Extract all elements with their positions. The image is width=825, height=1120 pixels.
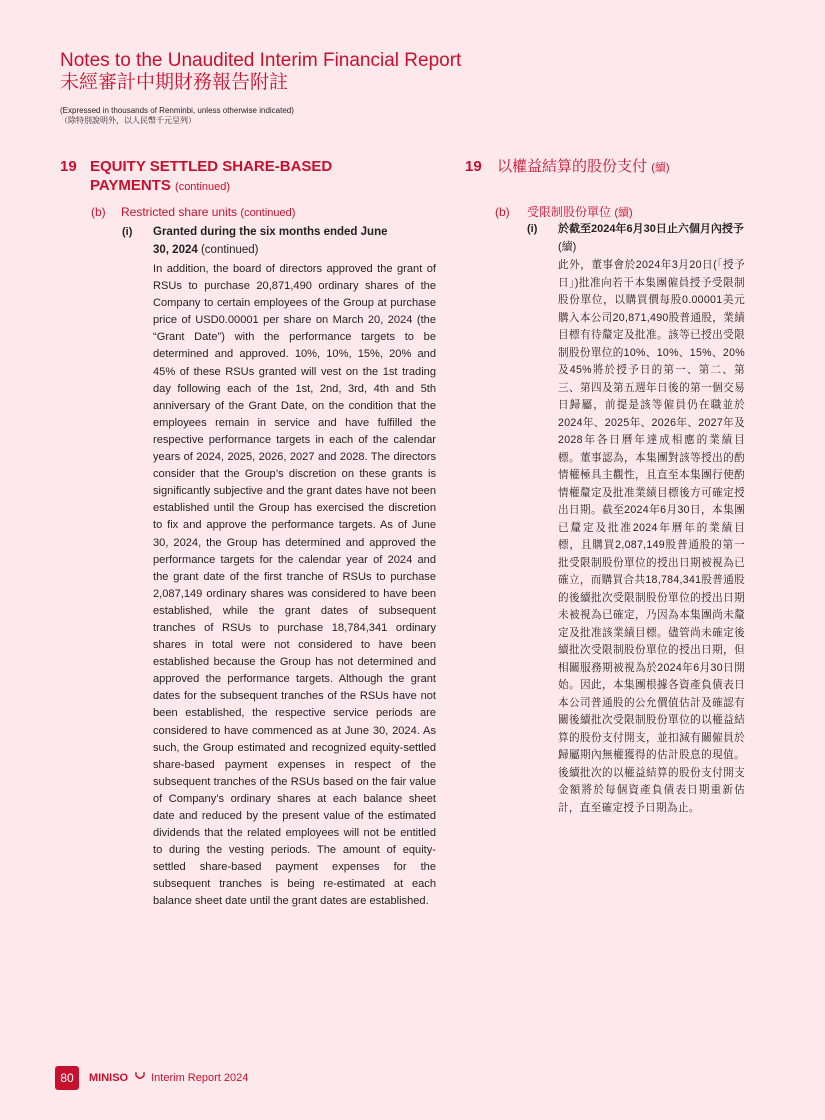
sub-label-zh: (b): [495, 205, 510, 219]
page-title-zh: 未經審計中期財務報告附註: [60, 72, 289, 93]
page-subtitle-zh: （除特別說明外，以人民幣千元呈列）: [60, 116, 196, 125]
section-continued-zh: (續): [651, 162, 670, 174]
section-title-en-line2: [90, 177, 230, 196]
sub-title-zh: [527, 205, 633, 221]
sub-continued-zh: (續): [614, 207, 633, 219]
page-subtitle-en: (Expressed in thousands of Renminbi, unless otherwise indicated): [60, 106, 294, 115]
sub-title-zh-text: 受限制股份單位: [527, 205, 612, 219]
section-title-en-line1: EQUITY SETTLED SHARE-BASED: [90, 158, 333, 175]
section-number-zh: 19: [465, 158, 482, 175]
item-title-en-line1-text: Granted during the six months ended June: [153, 226, 388, 238]
item-title-zh-text: 於截至2024年6月30日止六個月內授予: [558, 223, 744, 235]
page-footer: [55, 1066, 248, 1090]
sub-continued-en: (continued): [240, 207, 296, 219]
smile-icon: [134, 1069, 146, 1087]
item-label-en: (i): [122, 226, 133, 238]
sub-title-en: [121, 205, 295, 221]
section-title-zh: [497, 158, 670, 177]
item-title-en-line2: [153, 242, 259, 260]
section-number-en: 19: [60, 158, 77, 175]
section-title-en-text: PAYMENTS: [90, 177, 171, 194]
item-continued-en: (continued): [200, 244, 259, 256]
page-number: 80: [55, 1066, 79, 1090]
item-continued-zh: (續): [558, 240, 577, 253]
item-label-zh: (i): [527, 223, 538, 235]
item-title-en-line2-text: 30, 2024: [153, 244, 198, 256]
section-title-zh-text: 以權益結算的股份支付: [497, 158, 648, 175]
body-text-en: In addition, the board of directors approved the grant of RSUs to purchase 20,871,490 ordinary shares of the Company to certain employees of the Group at purchase price of USD0.00001 per share on March 20, 2024 (the “Grant Date”) with the performance targets to be determined and approved. 10%, 10%, 15%, 20% and 45% of these RSUs granted will vest on the 1st trading day following each of the 1st, 2nd, 3rd, 4th and 5th anniversary of the Grant Date, on the condition that the employees remain in service and have fulfilled the respective performance targets in each of the calendar years of 2024, 2025, 2026, 2027 and 2028. The directors consider that the Group’s discretion on these grants is significantly subjective and the grant dates have not been established until the Group has exercised the discretion to fix and approve the performance targets. As of June 30, 2024, the Group has determined and approved the performance targets for the calendar year of 2024 and the grant date of the first tranche of RSUs to purchase 2,087,149 ordinary shares was considered to have been established, while the grant dates of subsequent tranches of RSUs to purchase 18,784,341 ordinary shares in total were not considered to have been established because the Group has not determined and approved the performance targets. Although the grant dates for the subsequent tranches of the RSUs have not been established, the respective service periods are considered to have commenced as at June 30, 2024. As such, the Group estimated and recognized equity-settled share-based payment expenses in respect of the subsequent tranches of the RSUs based on the fair value of Company’s ordinary shares at each balance sheet date and reduced by the present value of the estimated dividends that the related employees will not be entitled to during the vesting periods. The amount of equity-settled share-based payment expenses for the subsequent tranches is being re-estimated at each balance sheet date until the grant dates are established.: [153, 263, 436, 908]
brand-name: MINISO: [89, 1072, 129, 1084]
sub-title-en-text: Restricted share units: [121, 205, 238, 219]
item-title-en-line1: [153, 224, 388, 242]
page-title-en: Notes to the Unaudited Interim Financial Report: [60, 50, 462, 71]
section-continued-en: (continued): [175, 181, 231, 193]
item-title-zh: [558, 221, 748, 256]
sub-label-en: (b): [91, 205, 106, 219]
body-text-zh: 此外，董事會於2024年3月20日(「授予日」)批准向若干本集團僱員授予受限制股份單位，以購買價每股0.00001美元購入本公司20,871,490股普通股，業績目標有待釐定及批准。該等已授出受限制股份單位的10%、10%、15%、20%及45%將於授予日的第一、第二、第三、第四及第五週年日後的第一個交易日歸屬，前提是該等僱員仍在職並於2024年、2025年、2026年、2027年及2028年各日曆年達成相應的業績目標。董事認為，本集團對該等授出的酌情權極具主觀性，且直至本集團行使酌情權釐定及批准業績目標後方可確定授出日期。截至2024年6月30日，本集團已釐定及批准2024年曆年的業績目標，且購買2,087,149股普通股的第一批受限制股份單位的授出日期被視為已確立，而購買合共18,784,341股普通股的後續批次受限制股份單位的授出日期未被視為已確定，乃因為本集團尚未釐定及批准該業績目標。儘管尚未確定後續批次受限制股份單位的授出日期，但相關服務期被視為於2024年6月30日開始。因此，本集團根據各資產負債表日本公司普通股的公允價值估計及確認有關後續批次受限制股份單位的以權益結算的股份支付開支，並扣減有關僱員於歸屬期內無權獲得的估計股息的現值。後續批次的以權益結算的股份支付開支金額將於每個資產負債表日期重新估計，直至確定授予日期為止。: [558, 259, 745, 814]
report-name: Interim Report 2024: [151, 1072, 249, 1084]
